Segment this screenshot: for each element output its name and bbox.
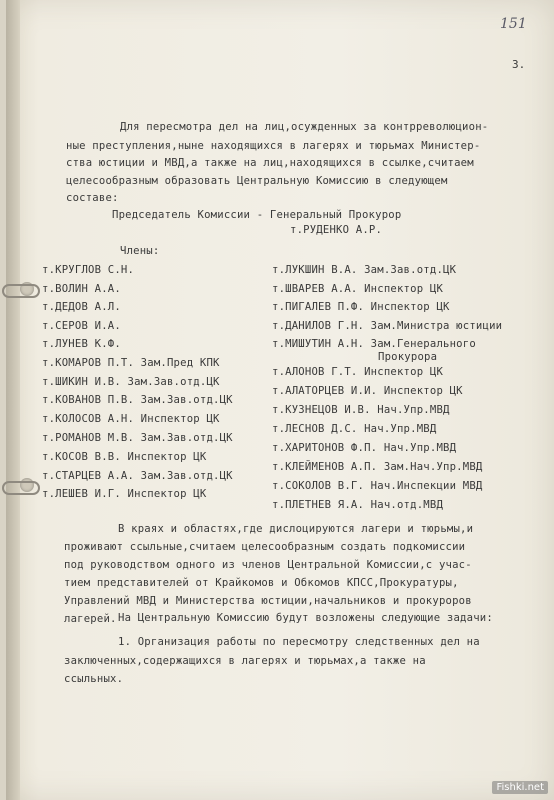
page-number: 3.	[512, 58, 526, 71]
intro-line: составе:	[66, 192, 119, 204]
member-right: т.ЛУКШИН В.А. Зам.Зав.отд.ЦК	[272, 264, 457, 276]
intro-line: ные преступления,ныне находящихся в лагерях и тюрьмах Министер-	[66, 140, 481, 152]
handwritten-page-number: 151	[500, 16, 527, 32]
para2-line: тием представителей от Крайкомов и Обкомов КПСС,Прокуратуры,	[64, 577, 459, 589]
member-left: т.КОМАРОВ П.Т. Зам.Пред КПК	[42, 357, 220, 369]
intro-line: целесообразным образовать Центральную Комиссию в следующем	[66, 175, 448, 187]
member-right: т.ПИГАЛЕВ П.Ф. Инспектор ЦК	[272, 301, 450, 313]
binder-ring	[2, 481, 40, 495]
para2-line: Управлений МВД и Министерства юстиции,начальников и прокуроров	[64, 595, 472, 607]
chair-title: Председатель Комиссии - Генеральный Прокурор	[112, 209, 402, 221]
binder-ring	[2, 284, 40, 298]
para2-line: лагерей.	[64, 613, 117, 625]
para2-line: под руководством одного из членов Центральной Комиссии,с учас-	[64, 559, 472, 571]
member-right: т.СОКОЛОВ В.Г. Нач.Инспекции МВД	[272, 480, 483, 492]
para4-line: ссыльных.	[64, 673, 124, 685]
member-left: т.ШИКИН И.В. Зам.Зав.отд.ЦК	[42, 376, 220, 388]
member-right: т.КЛЕЙМЕНОВ А.П. Зам.Нач.Упр.МВД	[272, 461, 483, 473]
member-right: т.ШВАРЕВ А.А. Инспектор ЦК	[272, 283, 444, 295]
member-left: т.КОСОВ В.В. Инспектор ЦК	[42, 451, 207, 463]
para2-line: проживают ссыльные,считаем целесообразным создать подкомиссии	[64, 541, 466, 553]
member-left: т.КОВАНОВ П.В. Зам.Зав.отд.ЦК	[42, 394, 233, 406]
member-left: т.ЛЕШЕВ И.Г. Инспектор ЦК	[42, 488, 207, 500]
chair-name: т.РУДЕНКО А.Р.	[290, 224, 383, 236]
binder-edge	[6, 0, 20, 800]
member-left: т.РОМАНОВ М.В. Зам.Зав.отд.ЦК	[42, 432, 233, 444]
member-right: т.МИШУТИН А.Н. Зам.Генерального	[272, 338, 476, 350]
para4-line: заключенных,содержащихся в лагерях и тюрьмах,а также на	[64, 655, 426, 667]
member-left: т.ЛУНЕВ К.Ф.	[42, 338, 121, 350]
member-right: т.АЛОНОВ Г.Т. Инспектор ЦК	[272, 366, 444, 378]
member-left: т.ДЕДОВ А.Л.	[42, 301, 121, 313]
member-left: т.КОЛОСОВ А.Н. Инспектор ЦК	[42, 413, 220, 425]
para4-line: 1. Организация работы по пересмотру следственных дел на	[118, 636, 480, 648]
member-left: т.КРУГЛОВ С.Н.	[42, 264, 135, 276]
member-left: т.СЕРОВ И.А.	[42, 320, 121, 332]
member-right-continuation: Прокурора	[378, 351, 438, 363]
intro-line: ства юстиции и МВД,а также на лиц,находящихся в ссылке,считаем	[66, 157, 474, 169]
para2-line: В краях и областях,где дислоцируются лагери и тюрьмы,и	[118, 523, 474, 535]
member-right: т.ДАНИЛОВ Г.Н. Зам.Министра юстиции	[272, 320, 503, 332]
member-right: т.ПЛЕТНЕВ Я.А. Нач.отд.МВД	[272, 499, 444, 511]
member-right: т.ХАРИТОНОВ Ф.П. Нач.Упр.МВД	[272, 442, 457, 454]
member-right: т.ЛЕСНОВ Д.С. Нач.Упр.МВД	[272, 423, 437, 435]
member-left: т.ВОЛИН А.А.	[42, 283, 121, 295]
para3: На Центральную Комиссию будут возложены следующие задачи:	[118, 612, 493, 624]
member-right: т.КУЗНЕЦОВ И.В. Нач.Упр.МВД	[272, 404, 450, 416]
member-left: т.СТАРЦЕВ А.А. Зам.Зав.отд.ЦК	[42, 470, 233, 482]
watermark-logo: Fishki.net	[492, 781, 548, 794]
members-label: Члены:	[120, 245, 160, 257]
member-right: т.АЛАТОРЦЕВ И.И. Инспектор ЦК	[272, 385, 463, 397]
intro-line: Для пересмотра дел на лиц,осужденных за контрреволюцион-	[120, 121, 489, 133]
